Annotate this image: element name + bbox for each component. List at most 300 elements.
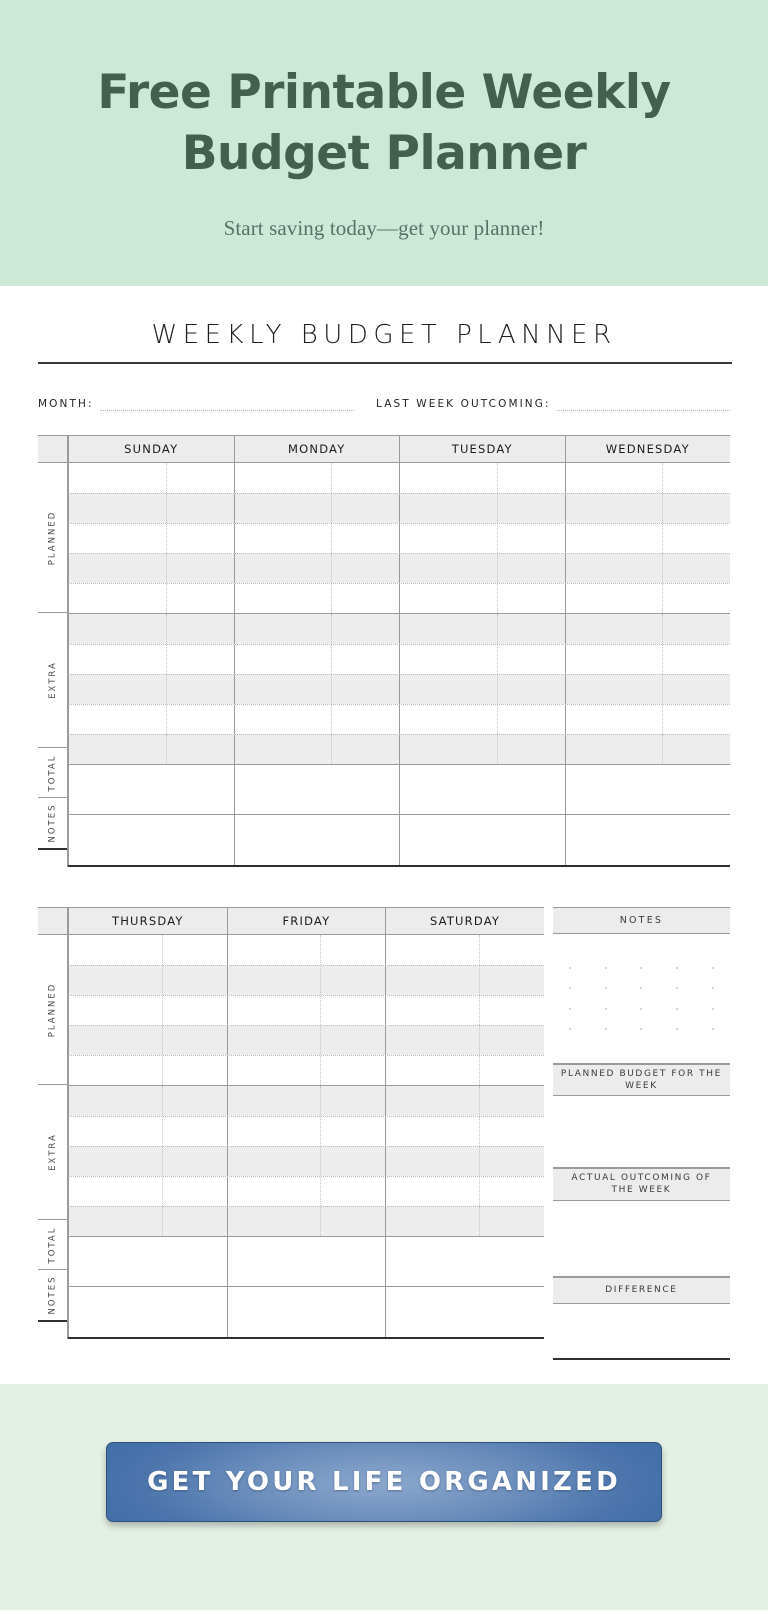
row-label-planned-two-text: PLANNED bbox=[47, 982, 58, 1037]
notes-cell[interactable] bbox=[385, 1287, 544, 1337]
entry-cell[interactable] bbox=[68, 463, 234, 493]
entry-item-field[interactable] bbox=[235, 675, 333, 704]
entry-item-field[interactable] bbox=[228, 1177, 322, 1206]
entry-amount-field[interactable] bbox=[498, 524, 565, 553]
entry-item-field[interactable] bbox=[235, 554, 333, 583]
planner-title: WEEKLY BUDGET PLANNER bbox=[151, 320, 617, 350]
entry-amount-field[interactable] bbox=[498, 614, 565, 644]
entry-amount-field[interactable] bbox=[167, 735, 234, 764]
entry-item-field[interactable] bbox=[235, 735, 333, 764]
row-label-planned-text: PLANNED bbox=[47, 510, 58, 565]
entry-item-field[interactable] bbox=[400, 494, 498, 523]
entry-cell[interactable] bbox=[565, 675, 731, 704]
entry-cell[interactable] bbox=[227, 966, 386, 995]
entry-row[interactable] bbox=[68, 995, 544, 1025]
entry-cell[interactable] bbox=[234, 463, 400, 493]
notes-dot bbox=[640, 987, 642, 989]
entry-cell[interactable] bbox=[234, 645, 400, 674]
entry-amount-field[interactable] bbox=[321, 1056, 385, 1085]
entry-cell[interactable] bbox=[227, 1177, 386, 1206]
entry-amount-field[interactable] bbox=[480, 966, 544, 995]
entry-item-field[interactable] bbox=[386, 935, 480, 965]
entry-cell[interactable] bbox=[399, 614, 565, 644]
entry-cell[interactable] bbox=[68, 735, 234, 764]
entry-cell[interactable] bbox=[68, 584, 234, 613]
entry-row[interactable] bbox=[68, 493, 730, 523]
entry-amount-field[interactable] bbox=[480, 996, 544, 1025]
entry-cell[interactable] bbox=[385, 1086, 544, 1116]
entry-cell[interactable] bbox=[399, 675, 565, 704]
entry-cell[interactable] bbox=[227, 1086, 386, 1116]
entry-cell[interactable] bbox=[565, 554, 731, 583]
entry-item-field[interactable] bbox=[69, 614, 167, 644]
entry-amount-field[interactable] bbox=[163, 966, 227, 995]
entry-item-field[interactable] bbox=[400, 463, 498, 493]
entry-amount-field[interactable] bbox=[332, 494, 399, 523]
entry-item-field[interactable] bbox=[228, 1117, 322, 1146]
table-one-extra-band[interactable] bbox=[68, 614, 730, 765]
entry-amount-field[interactable] bbox=[167, 614, 234, 644]
get-organized-button-label: GET YOUR LIFE ORGANIZED bbox=[147, 1466, 621, 1497]
day-header-tuesday: TUESDAY bbox=[399, 436, 565, 462]
row-label-extra-two bbox=[38, 1085, 67, 1220]
entry-item-field[interactable] bbox=[69, 935, 163, 965]
entry-amount-field[interactable] bbox=[332, 645, 399, 674]
entry-row[interactable] bbox=[68, 734, 730, 764]
entry-cell[interactable] bbox=[68, 996, 227, 1025]
title-divider bbox=[38, 362, 732, 364]
entry-cell[interactable] bbox=[68, 1056, 227, 1085]
entry-cell[interactable] bbox=[68, 675, 234, 704]
entry-row[interactable] bbox=[68, 583, 730, 613]
entry-cell[interactable] bbox=[385, 1056, 544, 1085]
entry-cell[interactable] bbox=[68, 1026, 227, 1055]
page-title: Free Printable Weekly Budget Planner bbox=[97, 65, 671, 182]
entry-item-field[interactable] bbox=[228, 966, 322, 995]
entry-row[interactable] bbox=[68, 1206, 544, 1236]
entry-cell[interactable] bbox=[385, 1117, 544, 1146]
entry-amount-field[interactable] bbox=[498, 584, 565, 613]
notes-dot bbox=[569, 967, 571, 969]
entry-cell[interactable] bbox=[234, 614, 400, 644]
entry-cell[interactable] bbox=[399, 524, 565, 553]
entry-item-field[interactable] bbox=[69, 1147, 163, 1176]
last-week-outcoming-field[interactable] bbox=[376, 398, 730, 411]
entry-amount-field[interactable] bbox=[163, 935, 227, 965]
entry-item-field[interactable] bbox=[386, 966, 480, 995]
entry-amount-field[interactable] bbox=[332, 675, 399, 704]
total-cell[interactable] bbox=[227, 1237, 386, 1286]
entry-amount-field[interactable] bbox=[332, 735, 399, 764]
total-cell[interactable] bbox=[399, 765, 565, 814]
entry-amount-field[interactable] bbox=[321, 1207, 385, 1236]
entry-amount-field[interactable] bbox=[321, 1026, 385, 1055]
entry-amount-field[interactable] bbox=[163, 1026, 227, 1055]
entry-row[interactable] bbox=[68, 935, 544, 965]
entry-cell[interactable] bbox=[234, 735, 400, 764]
entry-row[interactable] bbox=[68, 965, 544, 995]
entry-cell[interactable] bbox=[565, 705, 731, 734]
table-two-extra-band[interactable] bbox=[68, 1086, 544, 1237]
entry-amount-field[interactable] bbox=[663, 705, 730, 734]
actual-outcoming-value[interactable] bbox=[553, 1201, 730, 1277]
entry-amount-field[interactable] bbox=[163, 996, 227, 1025]
entry-amount-field[interactable] bbox=[498, 675, 565, 704]
entry-item-field[interactable] bbox=[400, 705, 498, 734]
entry-item-field[interactable] bbox=[228, 1026, 322, 1055]
entry-item-field[interactable] bbox=[566, 494, 664, 523]
entry-item-field[interactable] bbox=[69, 996, 163, 1025]
entry-cell[interactable] bbox=[385, 1207, 544, 1236]
table-two-total-row[interactable] bbox=[68, 1237, 544, 1287]
entry-cell[interactable] bbox=[565, 524, 731, 553]
entry-amount-field[interactable] bbox=[663, 614, 730, 644]
entry-cell[interactable] bbox=[565, 735, 731, 764]
entry-item-field[interactable] bbox=[566, 645, 664, 674]
entry-cell[interactable] bbox=[399, 494, 565, 523]
entry-item-field[interactable] bbox=[69, 675, 167, 704]
row-label-notes bbox=[38, 798, 67, 850]
entry-amount-field[interactable] bbox=[167, 494, 234, 523]
notes-dot bbox=[605, 987, 607, 989]
entry-item-field[interactable] bbox=[69, 494, 167, 523]
entry-item-field[interactable] bbox=[69, 645, 167, 674]
entry-cell[interactable] bbox=[565, 584, 731, 613]
notes-panel-header: NOTES bbox=[553, 907, 730, 934]
entry-amount-field[interactable] bbox=[332, 554, 399, 583]
entry-amount-field[interactable] bbox=[498, 645, 565, 674]
entry-amount-field[interactable] bbox=[332, 614, 399, 644]
entry-amount-field[interactable] bbox=[167, 463, 234, 493]
entry-item-field[interactable] bbox=[69, 1207, 163, 1236]
entry-item-field[interactable] bbox=[400, 614, 498, 644]
entry-item-field[interactable] bbox=[566, 675, 664, 704]
day-header-sunday: SUNDAY bbox=[68, 436, 234, 462]
planner-sheet bbox=[0, 286, 768, 1384]
table-two-notes-row[interactable] bbox=[68, 1287, 544, 1339]
table-two-header-row bbox=[68, 908, 544, 935]
difference-value[interactable] bbox=[553, 1304, 730, 1360]
row-label-extra-text: EXTRA bbox=[47, 661, 58, 699]
entry-item-field[interactable] bbox=[400, 584, 498, 613]
entry-cell[interactable] bbox=[68, 524, 234, 553]
entry-item-field[interactable] bbox=[400, 554, 498, 583]
entry-amount-field[interactable] bbox=[163, 1056, 227, 1085]
entry-item-field[interactable] bbox=[400, 735, 498, 764]
entry-item-field[interactable] bbox=[69, 966, 163, 995]
last-week-outcoming-input-line[interactable] bbox=[557, 399, 730, 411]
entry-row[interactable] bbox=[68, 674, 730, 704]
entry-cell[interactable] bbox=[227, 1147, 386, 1176]
notes-dot bbox=[676, 987, 678, 989]
entry-cell[interactable] bbox=[227, 1056, 386, 1085]
entry-amount-field[interactable] bbox=[480, 935, 544, 965]
total-cell[interactable] bbox=[234, 765, 400, 814]
entry-cell[interactable] bbox=[234, 554, 400, 583]
notes-cell[interactable] bbox=[399, 815, 565, 865]
entry-cell[interactable] bbox=[565, 614, 731, 644]
entry-cell[interactable] bbox=[385, 935, 544, 965]
entry-cell[interactable] bbox=[68, 1147, 227, 1176]
entry-cell[interactable] bbox=[565, 494, 731, 523]
entry-item-field[interactable] bbox=[386, 1086, 480, 1116]
entry-item-field[interactable] bbox=[566, 554, 664, 583]
entry-cell[interactable] bbox=[385, 1177, 544, 1206]
entry-row[interactable] bbox=[68, 463, 730, 493]
total-cell[interactable] bbox=[385, 1237, 544, 1286]
entry-cell[interactable] bbox=[68, 645, 234, 674]
entry-item-field[interactable] bbox=[386, 1056, 480, 1085]
entry-item-field[interactable] bbox=[235, 614, 333, 644]
table-one-label-column bbox=[38, 436, 68, 867]
entry-cell[interactable] bbox=[227, 996, 386, 1025]
entry-cell[interactable] bbox=[565, 645, 731, 674]
entry-row[interactable] bbox=[68, 523, 730, 553]
entry-amount-field[interactable] bbox=[321, 935, 385, 965]
entry-cell[interactable] bbox=[385, 1026, 544, 1055]
entry-cell[interactable] bbox=[68, 1177, 227, 1206]
row-label-total bbox=[38, 748, 67, 798]
notes-dot bbox=[676, 1008, 678, 1010]
entry-item-field[interactable] bbox=[69, 1117, 163, 1146]
notes-cell[interactable] bbox=[565, 815, 731, 865]
table-two-planned-band[interactable] bbox=[68, 935, 544, 1086]
entry-item-field[interactable] bbox=[69, 1056, 163, 1085]
entry-amount-field[interactable] bbox=[480, 1147, 544, 1176]
month-field[interactable] bbox=[38, 398, 354, 411]
entry-amount-field[interactable] bbox=[167, 524, 234, 553]
total-cell[interactable] bbox=[68, 765, 234, 814]
entry-amount-field[interactable] bbox=[663, 675, 730, 704]
entry-item-field[interactable] bbox=[386, 1026, 480, 1055]
entry-cell[interactable] bbox=[385, 1147, 544, 1176]
month-input-line[interactable] bbox=[100, 399, 354, 411]
entry-amount-field[interactable] bbox=[480, 1117, 544, 1146]
entry-amount-field[interactable] bbox=[480, 1056, 544, 1085]
entry-amount-field[interactable] bbox=[332, 524, 399, 553]
entry-item-field[interactable] bbox=[69, 1026, 163, 1055]
entry-cell[interactable] bbox=[565, 463, 731, 493]
entry-item-field[interactable] bbox=[228, 935, 322, 965]
entry-amount-field[interactable] bbox=[480, 1086, 544, 1116]
total-cell[interactable] bbox=[68, 1237, 227, 1286]
entry-item-field[interactable] bbox=[566, 584, 664, 613]
notes-cell[interactable] bbox=[68, 815, 234, 865]
row-label-total-text: TOTAL bbox=[47, 754, 58, 791]
entry-item-field[interactable] bbox=[228, 1056, 322, 1085]
entry-amount-field[interactable] bbox=[163, 1177, 227, 1206]
entry-item-field[interactable] bbox=[69, 705, 167, 734]
entry-amount-field[interactable] bbox=[498, 494, 565, 523]
entry-item-field[interactable] bbox=[400, 645, 498, 674]
entry-item-field[interactable] bbox=[386, 1117, 480, 1146]
row-label-notes-text: NOTES bbox=[47, 803, 58, 843]
entry-cell[interactable] bbox=[385, 996, 544, 1025]
entry-amount-field[interactable] bbox=[663, 645, 730, 674]
entry-cell[interactable] bbox=[68, 966, 227, 995]
entry-cell[interactable] bbox=[68, 705, 234, 734]
notes-cell[interactable] bbox=[234, 815, 400, 865]
table-one-notes-row[interactable] bbox=[68, 815, 730, 867]
entry-amount-field[interactable] bbox=[663, 463, 730, 493]
week-table-two bbox=[32, 907, 736, 1360]
entry-cell[interactable] bbox=[227, 1207, 386, 1236]
entry-cell[interactable] bbox=[234, 494, 400, 523]
notes-dot-row bbox=[569, 1008, 714, 1010]
entry-row[interactable] bbox=[68, 1086, 544, 1116]
entry-cell[interactable] bbox=[227, 935, 386, 965]
table-two-layout bbox=[38, 907, 730, 1360]
entry-item-field[interactable] bbox=[235, 645, 333, 674]
entry-row[interactable] bbox=[68, 644, 730, 674]
entry-amount-field[interactable] bbox=[163, 1117, 227, 1146]
entry-amount-field[interactable] bbox=[663, 494, 730, 523]
entry-amount-field[interactable] bbox=[480, 1177, 544, 1206]
total-cell[interactable] bbox=[565, 765, 731, 814]
entry-item-field[interactable] bbox=[228, 1086, 322, 1116]
entry-item-field[interactable] bbox=[69, 1177, 163, 1206]
table-one-planned-band[interactable] bbox=[68, 463, 730, 614]
entry-cell[interactable] bbox=[399, 705, 565, 734]
entry-cell[interactable] bbox=[385, 966, 544, 995]
entry-item-field[interactable] bbox=[400, 675, 498, 704]
entry-amount-field[interactable] bbox=[167, 584, 234, 613]
entry-row[interactable] bbox=[68, 1176, 544, 1206]
entry-amount-field[interactable] bbox=[480, 1026, 544, 1055]
entry-amount-field[interactable] bbox=[321, 1177, 385, 1206]
entry-item-field[interactable] bbox=[69, 735, 167, 764]
entry-amount-field[interactable] bbox=[663, 554, 730, 583]
entry-cell[interactable] bbox=[234, 675, 400, 704]
cta-band bbox=[0, 1384, 768, 1610]
entry-item-field[interactable] bbox=[386, 1177, 480, 1206]
notes-dot bbox=[640, 1028, 642, 1030]
entry-item-field[interactable] bbox=[566, 614, 664, 644]
entry-item-field[interactable] bbox=[228, 1147, 322, 1176]
entry-cell[interactable] bbox=[399, 645, 565, 674]
entry-item-field[interactable] bbox=[400, 524, 498, 553]
entry-amount-field[interactable] bbox=[167, 645, 234, 674]
entry-cell[interactable] bbox=[68, 494, 234, 523]
entry-cell[interactable] bbox=[68, 1117, 227, 1146]
entry-item-field[interactable] bbox=[69, 463, 167, 493]
planned-budget-value[interactable] bbox=[553, 1096, 730, 1168]
entry-row[interactable] bbox=[68, 614, 730, 644]
entry-cell[interactable] bbox=[234, 705, 400, 734]
entry-item-field[interactable] bbox=[386, 996, 480, 1025]
entry-row[interactable] bbox=[68, 553, 730, 583]
entry-amount-field[interactable] bbox=[332, 463, 399, 493]
entry-item-field[interactable] bbox=[235, 494, 333, 523]
entry-item-field[interactable] bbox=[566, 524, 664, 553]
entry-cell[interactable] bbox=[399, 735, 565, 764]
entry-item-field[interactable] bbox=[386, 1147, 480, 1176]
row-label-notes-two-text: NOTES bbox=[47, 1275, 58, 1315]
entry-item-field[interactable] bbox=[228, 1207, 322, 1236]
table-one-body bbox=[68, 436, 730, 867]
entry-row[interactable] bbox=[68, 704, 730, 734]
entry-amount-field[interactable] bbox=[163, 1207, 227, 1236]
entry-amount-field[interactable] bbox=[663, 735, 730, 764]
entry-row[interactable] bbox=[68, 1055, 544, 1085]
entry-row[interactable] bbox=[68, 1025, 544, 1055]
entry-item-field[interactable] bbox=[69, 524, 167, 553]
entry-amount-field[interactable] bbox=[321, 966, 385, 995]
label-corner-cell-two bbox=[38, 908, 67, 935]
entry-row[interactable] bbox=[68, 1116, 544, 1146]
notes-panel bbox=[544, 907, 730, 1360]
day-header-monday: MONDAY bbox=[234, 436, 400, 462]
notes-dot bbox=[712, 967, 714, 969]
entry-cell[interactable] bbox=[227, 1117, 386, 1146]
entry-cell[interactable] bbox=[68, 1207, 227, 1236]
row-label-planned-two bbox=[38, 935, 67, 1085]
notes-cell[interactable] bbox=[227, 1287, 386, 1337]
entry-item-field[interactable] bbox=[235, 463, 333, 493]
entry-cell[interactable] bbox=[227, 1026, 386, 1055]
entry-amount-field[interactable] bbox=[663, 584, 730, 613]
entry-item-field[interactable] bbox=[69, 584, 167, 613]
entry-item-field[interactable] bbox=[228, 996, 322, 1025]
table-one-total-row[interactable] bbox=[68, 765, 730, 815]
entry-amount-field[interactable] bbox=[167, 675, 234, 704]
entry-amount-field[interactable] bbox=[480, 1207, 544, 1236]
entry-cell[interactable] bbox=[399, 463, 565, 493]
entry-amount-field[interactable] bbox=[167, 705, 234, 734]
entry-row[interactable] bbox=[68, 1146, 544, 1176]
row-label-total-two bbox=[38, 1220, 67, 1270]
entry-cell[interactable] bbox=[68, 554, 234, 583]
last-week-outcoming-label: LAST WEEK OUTCOMING: bbox=[376, 398, 551, 410]
entry-cell[interactable] bbox=[234, 524, 400, 553]
entry-item-field[interactable] bbox=[235, 584, 333, 613]
entry-item-field[interactable] bbox=[69, 554, 167, 583]
entry-item-field[interactable] bbox=[69, 1086, 163, 1116]
entry-item-field[interactable] bbox=[566, 735, 664, 764]
entry-amount-field[interactable] bbox=[163, 1086, 227, 1116]
entry-cell[interactable] bbox=[68, 614, 234, 644]
notes-cell[interactable] bbox=[68, 1287, 227, 1337]
entry-amount-field[interactable] bbox=[332, 584, 399, 613]
notes-dot bbox=[712, 1028, 714, 1030]
entry-amount-field[interactable] bbox=[167, 554, 234, 583]
entry-cell[interactable] bbox=[68, 935, 227, 965]
entry-amount-field[interactable] bbox=[663, 524, 730, 553]
entry-item-field[interactable] bbox=[386, 1207, 480, 1236]
entry-amount-field[interactable] bbox=[498, 463, 565, 493]
day-header-thursday: THURSDAY bbox=[68, 908, 227, 934]
entry-amount-field[interactable] bbox=[498, 735, 565, 764]
entry-amount-field[interactable] bbox=[321, 1147, 385, 1176]
entry-cell[interactable] bbox=[68, 1086, 227, 1116]
entry-cell[interactable] bbox=[399, 584, 565, 613]
entry-cell[interactable] bbox=[234, 584, 400, 613]
entry-item-field[interactable] bbox=[235, 524, 333, 553]
entry-item-field[interactable] bbox=[566, 463, 664, 493]
entry-item-field[interactable] bbox=[235, 705, 333, 734]
get-organized-button[interactable] bbox=[106, 1442, 662, 1522]
notes-dot-grid[interactable] bbox=[553, 934, 730, 1064]
entry-amount-field[interactable] bbox=[321, 1086, 385, 1116]
entry-amount-field[interactable] bbox=[498, 705, 565, 734]
entry-cell[interactable] bbox=[399, 554, 565, 583]
entry-amount-field[interactable] bbox=[498, 554, 565, 583]
entry-amount-field[interactable] bbox=[321, 996, 385, 1025]
entry-item-field[interactable] bbox=[566, 705, 664, 734]
entry-amount-field[interactable] bbox=[332, 705, 399, 734]
entry-amount-field[interactable] bbox=[321, 1117, 385, 1146]
entry-amount-field[interactable] bbox=[163, 1147, 227, 1176]
